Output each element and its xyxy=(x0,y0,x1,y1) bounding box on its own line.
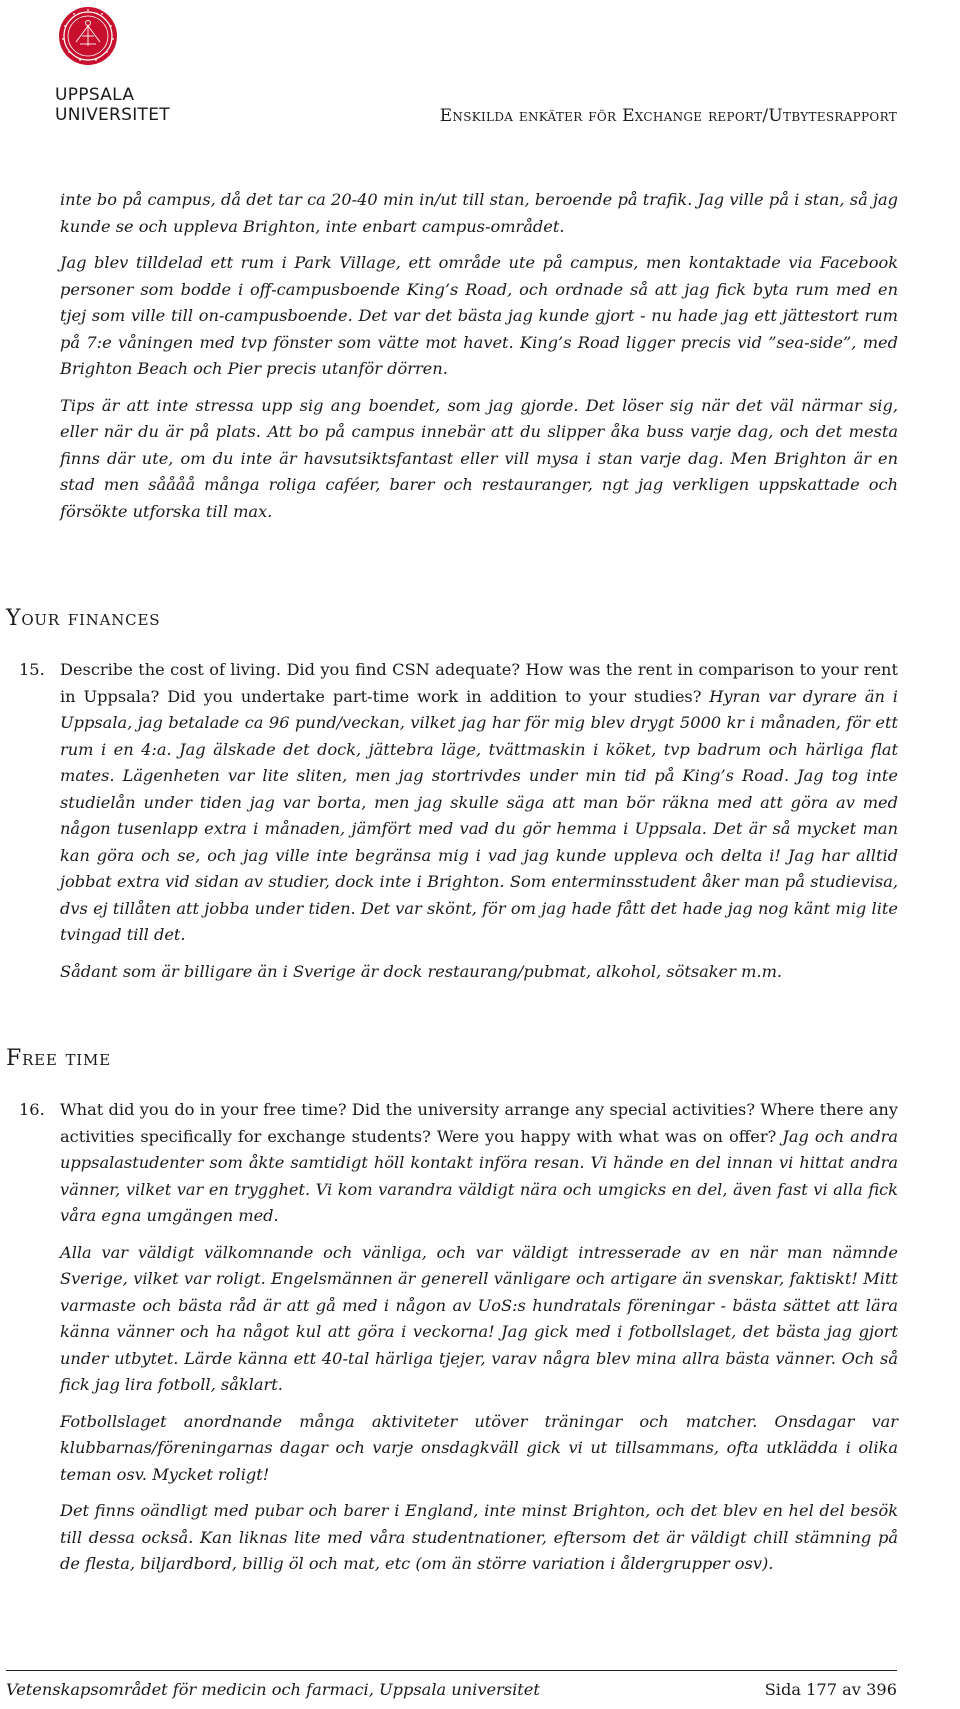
answer-paragraph: Sådant som är billigare än i Sverige är dock restaurang/pubmat, alkohol, sötsaker m.m. xyxy=(60,961,783,981)
section-title-free-time: Free time xyxy=(6,1046,111,1071)
question-15 xyxy=(19,657,898,995)
question-text: Describe the cost of living. Did you find CSN adequate? How was the rent in comparison to your rent in Uppsala? Did you undertake part-time work in addition to your studies? xyxy=(60,660,898,706)
question-number: 15. xyxy=(19,660,45,679)
section-title-finances: Your finances xyxy=(6,606,161,631)
intro-paragraph: inte bo på campus, då det tar ca 20-40 min in/ut till stan, beroende på trafik. Jag ville på i stan, så jag kunde se och uppleva Brighton, inte enbart campus-området. xyxy=(60,190,898,236)
university-seal-icon xyxy=(58,6,118,66)
question-number: 16. xyxy=(19,1100,45,1119)
answer-text: Hyran var dyrare än i Uppsala, jag betalade ca 96 pund/veckan, vilket jag har för mig blev drygt 5000 kr i månaden, för ett rum i en 4:a. Jag älskade det dock, jättebra läge, tvättmaskin i köket, tvp badrum och härliga flat mates. Lägenheten var lite sliten, men jag stortrivdes under min tid på King’s Road. Jag tog inte studielån under tiden jag var borta, men jag skulle säga att man bör räkna med att göra av med någon tusenlapp extra i månaden, jämfört med vad du gör hemma i Uppsala. Det är så mycket man kan göra och se, och jag ville inte begränsa mig i vad jag kunde uppleva och delta i! Jag har alltid jobbat extra vid sidan av studier, dock inte i Brighton. Som enterminsstudent åker man på studievisa, dvs ej tillåten att jobba under tiden. Det var skönt, för om jag hade fått det hade jag nog känt mig lite tvingad till det. xyxy=(60,686,898,944)
question-text: What did you do in your free time? Did the university arrange any special activities? Where there any activities specifically for exchange students? Were you happy with what was on offer? xyxy=(60,1100,898,1146)
running-title: Enskilda enkäter för Exchange report/Utbytesrapport xyxy=(439,106,897,126)
question-16 xyxy=(19,1097,898,1588)
footer-divider xyxy=(6,1670,897,1671)
housing-continuation xyxy=(60,187,898,535)
answer-paragraph: Fotbollslaget anordnande många aktiviteter utöver träningar och matcher. Onsdagar var klubbarnas/föreningarnas dagar och varje onsdagkväll gick vi ut tillsammans, ofta utklädda i olika teman osv. Mycket roligt! xyxy=(60,1411,898,1484)
footer-faculty: Vetenskapsområdet för medicin och farmaci, Uppsala universitet xyxy=(6,1680,540,1699)
answer-paragraph: Det finns oändligt med pubar och barer i England, inte minst Brighton, och det blev en hel del besök till dessa också. Kan liknas lite med våra studentnationer, eftersom det är väldigt chill stämning på de flesta, biljardbord, billig öl och mat, etc (om än större variation i åldergrupper osv). xyxy=(60,1501,898,1573)
university-name-line1: UPPSALA xyxy=(55,85,135,105)
answer-paragraph: Alla var väldigt välkomnande och vänliga, och var väldigt intresserade av en när man nämnde Sverige, vilket var roligt. Engelsmännen är generell vänligare och artigare än svenskar, faktiskt! Mitt varmaste och bästa råd är att gå med i någon av UoS:s hundratals föreningar - bästa sättet att lära känna vänner och ha något kul att göra i veckorna! Jag gick med i fotbollslaget, det bästa jag gjort under utbytet. Lärde känna ett 40-tal härliga tjejer, varav några blev mina allra bästa vänner. Och så fick jag lira fotboll, såklart. xyxy=(60,1242,898,1394)
university-name xyxy=(55,85,215,125)
university-name-line2: UNIVERSITET xyxy=(55,105,170,125)
answer-text: Jag och andra uppsalastudenter som åkte samtidigt höll kontakt införa resan. Vi hände en del innan vi hittat andra vänner, vilket var en trygghet. Vi kom varandra väldigt nära och umgicks en del, även fast vi alla fick våra egna umgängen med. xyxy=(60,1126,899,1225)
intro-paragraph: Jag blev tilldelad ett rum i Park Village, ett område ute på campus, men kontaktade via Facebook personer som bodde i off-campusboende King’s Road, och ordnade så att jag fick byta rum med en tjej som ville till on-campusboende. Det var det bästa jag kunde gjort - nu hade jag ett jättestort rum på 7:e våningen med tvp fönster som vätte mot havet. King’s Road ligger precis vid ”sea-side”, med Brighton Beach och Pier precis utanför dörren. xyxy=(60,253,898,378)
intro-paragraph: Tips är att inte stressa upp sig ang boendet, som jag gjorde. Det löser sig när det väl närmar sig, eller när du är på plats. Att bo på campus innebär att du slipper åka buss varje dag, och det mesta finns där ute, om du inte är havsutsiktsfantast eller vill mysa i stan varje dag. Men Brighton är en stad men såååå många roliga caféer, barer och restauranger, ngt jag verkligen uppskattade och försökte utforska till max. xyxy=(60,395,898,521)
page-number: Sida 177 av 396 xyxy=(764,1680,897,1699)
